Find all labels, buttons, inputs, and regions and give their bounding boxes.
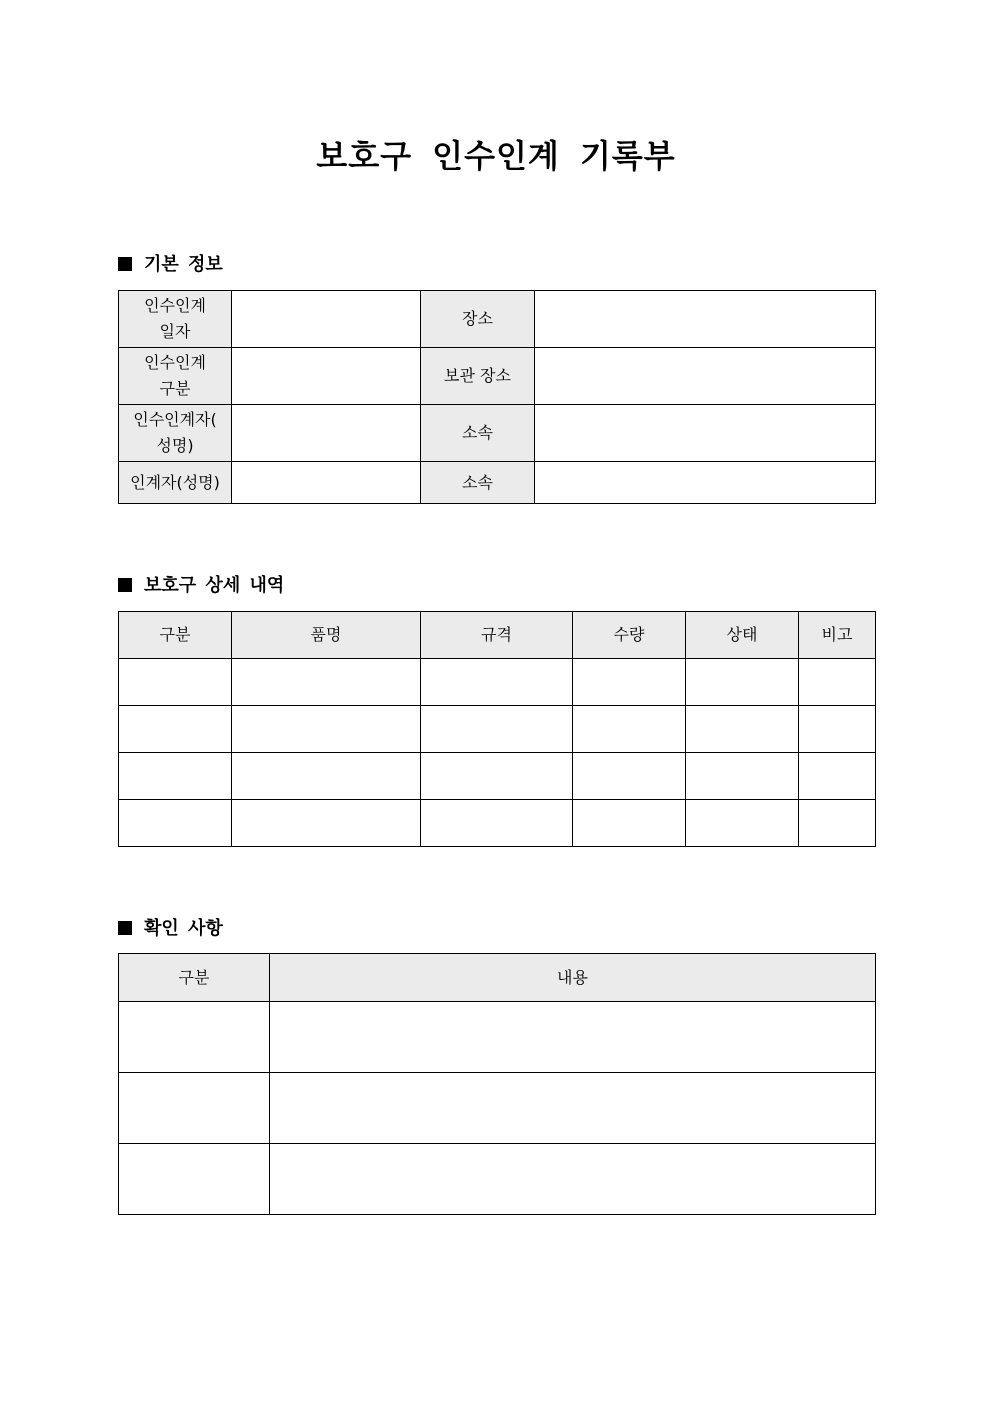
table-row	[119, 348, 876, 405]
table-cell[interactable]	[270, 1073, 876, 1144]
section-heading-label: 기본 정보	[144, 254, 223, 275]
table-cell[interactable]	[799, 800, 876, 847]
table-cell[interactable]	[232, 753, 421, 800]
table-cell[interactable]	[421, 706, 573, 753]
table-cell[interactable]	[686, 659, 799, 706]
page-title: 보호구 인수인계 기록부	[316, 137, 676, 175]
table-cell[interactable]	[799, 706, 876, 753]
column-header-condition: 상태	[686, 612, 799, 659]
label-line: 인수인계	[144, 353, 206, 372]
label-line: 성명)	[156, 436, 194, 455]
table-cell[interactable]	[119, 800, 232, 847]
table-cell[interactable]	[573, 659, 686, 706]
label-line: 인수인계자(	[133, 410, 217, 429]
label-receiver-affiliation: 소속	[421, 405, 535, 462]
basic-info-table	[118, 290, 876, 504]
table-header-row	[119, 954, 876, 1002]
label-line: 구분	[159, 379, 191, 398]
table-row	[119, 1073, 876, 1144]
section-heading-details	[118, 573, 284, 599]
receiver-affiliation-field[interactable]	[535, 405, 876, 462]
table-cell[interactable]	[686, 753, 799, 800]
square-bullet-icon	[118, 257, 132, 271]
column-header-category: 구분	[119, 612, 232, 659]
giver-affiliation-field[interactable]	[535, 462, 876, 504]
label-handover-date	[119, 291, 232, 348]
table-cell[interactable]	[119, 1144, 270, 1215]
giver-name-field[interactable]	[232, 462, 421, 504]
column-header-quantity: 수량	[573, 612, 686, 659]
table-row	[119, 800, 876, 847]
label-handover-type	[119, 348, 232, 405]
label-giver-affiliation: 소속	[421, 462, 535, 504]
table-row	[119, 291, 876, 348]
square-bullet-icon	[118, 578, 132, 592]
details-table	[118, 611, 876, 847]
table-row	[119, 462, 876, 504]
table-row	[119, 1002, 876, 1073]
section-heading-confirmation	[118, 916, 223, 942]
table-cell[interactable]	[232, 800, 421, 847]
table-cell[interactable]	[799, 753, 876, 800]
column-header-remarks: 비고	[799, 612, 876, 659]
label-storage-location: 보관 장소	[421, 348, 535, 405]
label-line: 인수인계	[144, 296, 206, 315]
table-row	[119, 659, 876, 706]
square-bullet-icon	[118, 921, 132, 935]
table-cell[interactable]	[232, 659, 421, 706]
column-header-item-name: 품명	[232, 612, 421, 659]
location-field[interactable]	[535, 291, 876, 348]
table-cell[interactable]	[573, 753, 686, 800]
table-cell[interactable]	[421, 800, 573, 847]
section-heading-label: 보호구 상세 내역	[144, 575, 285, 596]
table-cell[interactable]	[686, 800, 799, 847]
table-cell[interactable]	[119, 706, 232, 753]
column-header-spec: 규격	[421, 612, 573, 659]
table-cell[interactable]	[573, 800, 686, 847]
storage-location-field[interactable]	[535, 348, 876, 405]
handover-date-field[interactable]	[232, 291, 421, 348]
table-row	[119, 753, 876, 800]
table-cell[interactable]	[421, 659, 573, 706]
section-heading-label: 확인 사항	[144, 918, 223, 939]
label-location: 장소	[421, 291, 535, 348]
label-receiver-name	[119, 405, 232, 462]
table-cell[interactable]	[119, 1002, 270, 1073]
table-cell[interactable]	[686, 706, 799, 753]
label-line: 일자	[159, 322, 191, 341]
section-heading-basic-info	[118, 252, 223, 278]
column-header-category: 구분	[119, 954, 270, 1002]
table-cell[interactable]	[232, 706, 421, 753]
table-cell[interactable]	[270, 1002, 876, 1073]
table-row	[119, 405, 876, 462]
confirmation-table	[118, 953, 876, 1215]
table-cell[interactable]	[421, 753, 573, 800]
table-header-row	[119, 612, 876, 659]
receiver-name-field[interactable]	[232, 405, 421, 462]
table-row	[119, 706, 876, 753]
label-giver-name: 인계자(성명)	[119, 462, 232, 504]
table-cell[interactable]	[119, 659, 232, 706]
table-row	[119, 1144, 876, 1215]
table-cell[interactable]	[119, 1073, 270, 1144]
table-cell[interactable]	[270, 1144, 876, 1215]
table-cell[interactable]	[799, 659, 876, 706]
handover-type-field[interactable]	[232, 348, 421, 405]
table-cell[interactable]	[119, 753, 232, 800]
column-header-content: 내용	[270, 954, 876, 1002]
table-cell[interactable]	[573, 706, 686, 753]
